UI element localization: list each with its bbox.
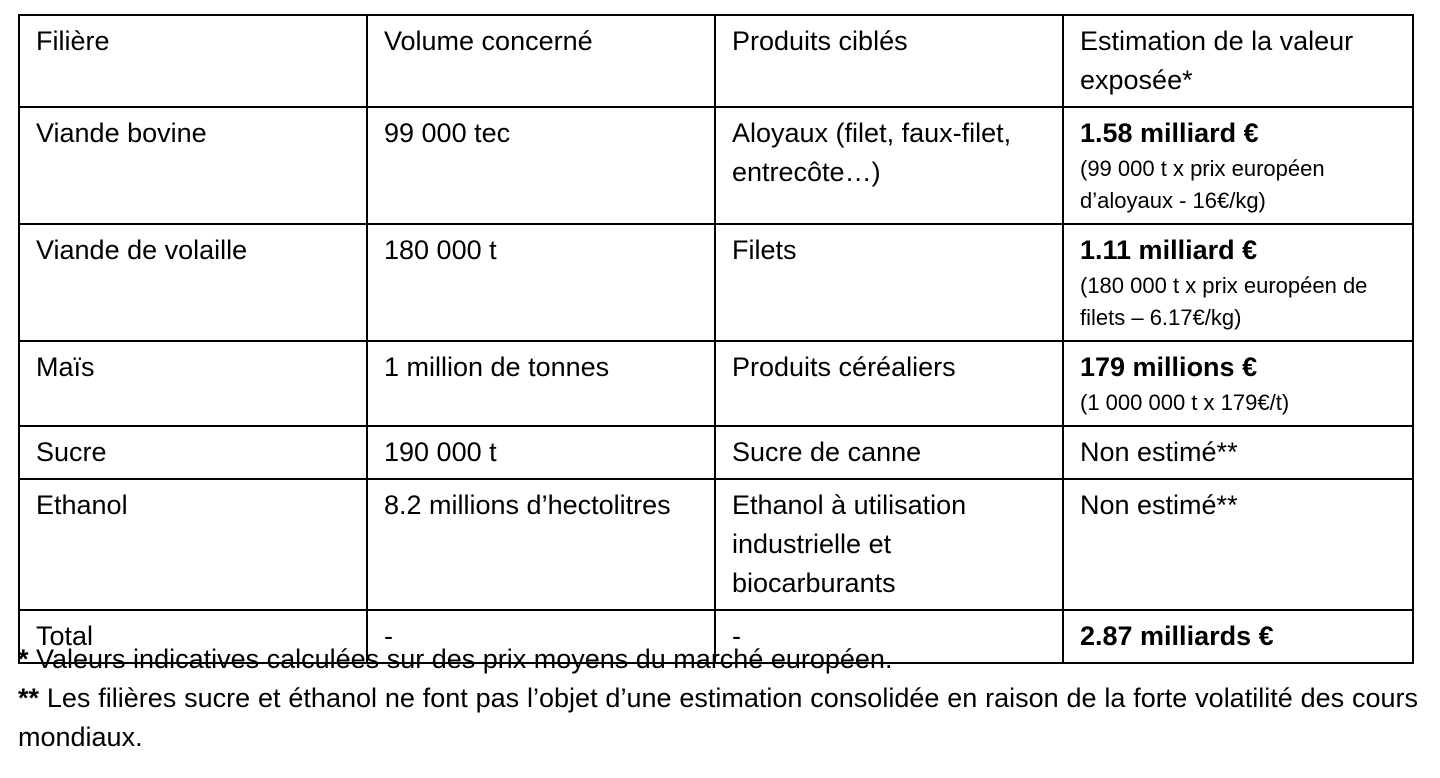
- cell-valeur: [1063, 341, 1413, 426]
- table-row: [19, 426, 1413, 479]
- header-produits: Produits ciblés: [715, 15, 1063, 107]
- footnote-1: [18, 640, 1418, 679]
- cell-filiere: Maïs: [19, 341, 367, 426]
- cell-volume: 180 000 t: [367, 224, 715, 341]
- cell-valeur: [1063, 107, 1413, 224]
- value-detail: (1 000 000 t x 179€/t): [1080, 390, 1290, 415]
- footnote-1-marker: *: [18, 644, 29, 674]
- cell-valeur: Non estimé**: [1063, 426, 1413, 479]
- header-volume: Volume concerné: [367, 15, 715, 107]
- cell-filiere: Total: [19, 610, 367, 663]
- table-row: [19, 224, 1413, 341]
- cell-volume: 190 000 t: [367, 426, 715, 479]
- footnote-1-text: Valeurs indicatives calculées sur des prix moyens du marché européen.: [28, 644, 893, 674]
- footnote-2-text: Les filières sucre et éthanol ne font pas l’objet d’une estimation consolidée en raison de la forte volatilité des cours mondiaux.: [18, 683, 1418, 752]
- footnotes: [18, 640, 1418, 757]
- cell-produits: Produits céréaliers: [715, 341, 1063, 426]
- cell-volume: 1 million de tonnes: [367, 341, 715, 426]
- cell-filiere: Sucre: [19, 426, 367, 479]
- table-row: [19, 479, 1413, 610]
- cell-produits: Filets: [715, 224, 1063, 341]
- cell-produits: Ethanol à utilisation industrielle et biocarburants: [715, 479, 1063, 610]
- header-valeur: Estimation de la valeur exposée*: [1063, 15, 1413, 107]
- total-amount: 2.87 milliards €: [1080, 621, 1274, 651]
- value-detail: (99 000 t x prix européen d’aloyaux - 16€/kg): [1080, 156, 1325, 213]
- cell-volume: 8.2 millions d’hectolitres: [367, 479, 715, 610]
- cell-produits: -: [715, 610, 1063, 663]
- cell-produits: Aloyaux (filet, faux-filet, entrecôte…): [715, 107, 1063, 224]
- table-row: [19, 341, 1413, 426]
- cell-filiere: Viande de volaille: [19, 224, 367, 341]
- cell-volume: -: [367, 610, 715, 663]
- table-row: [19, 107, 1413, 224]
- exposure-table: [18, 14, 1414, 664]
- value-amount: 179 millions €: [1080, 352, 1258, 382]
- cell-volume: 99 000 tec: [367, 107, 715, 224]
- cell-filiere: Ethanol: [19, 479, 367, 610]
- cell-filiere: Viande bovine: [19, 107, 367, 224]
- table-header-row: [19, 15, 1413, 107]
- cell-valeur: Non estimé**: [1063, 479, 1413, 610]
- footnote-2-marker: **: [18, 683, 40, 713]
- footnote-2: [18, 679, 1418, 757]
- cell-valeur: [1063, 224, 1413, 341]
- value-amount: 1.11 milliard €: [1080, 235, 1258, 265]
- value-detail: (180 000 t x prix européen de filets – 6.17€/kg): [1080, 273, 1368, 330]
- header-filiere: Filière: [19, 15, 367, 107]
- value-amount: 1.58 milliard €: [1080, 118, 1259, 148]
- cell-produits: Sucre de canne: [715, 426, 1063, 479]
